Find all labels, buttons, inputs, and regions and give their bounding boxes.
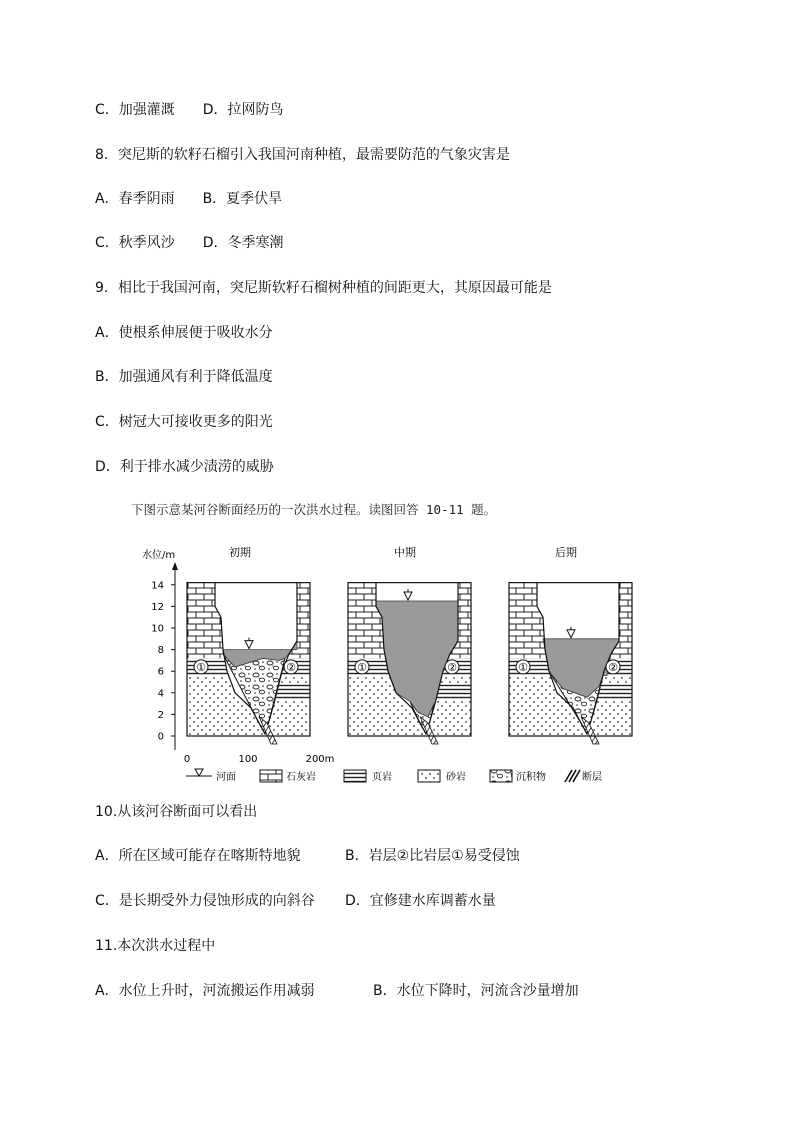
legend-fault [565,770,602,783]
y-tick-label: 4 [157,688,164,700]
legend-label: 河面 [216,772,236,783]
legend-label: 页岩 [372,772,392,783]
fault-icon [565,770,580,782]
y-tick-label: 14 [151,580,164,592]
legend-label: 砂岩 [446,772,466,783]
panel-middle [348,545,471,744]
panel-late [509,545,632,744]
layer-2-label: ② [608,660,618,674]
y-tick-label: 12 [151,601,164,613]
q9-option-b: B．加强通风有利于降低温度 [95,369,273,385]
sediment-swatch [490,770,512,782]
sandstone-swatch [418,770,440,782]
shale-swatch [344,770,366,782]
x-axis [184,754,335,765]
layer-1-label: ① [518,660,528,674]
y-tick-label: 6 [157,666,164,678]
q7-options [95,100,284,120]
q8-options-cd [95,233,284,253]
layer-1-label: ① [196,660,206,674]
q11-option-a: A．水位上升时，河流搬运作用减弱 [95,983,315,999]
layer-1-label: ① [357,660,367,674]
q8-option-d: D．冬季寒潮 [202,235,284,251]
water-surface-icon [195,769,203,776]
legend-label: 断层 [582,772,602,783]
layer-2-label: ② [286,660,296,674]
legend-limestone [260,770,316,783]
legend-river-surface [186,769,236,783]
y-axis-arrow-icon [172,562,178,570]
y-tick-label: 2 [157,709,164,721]
legend-label: 石灰岩 [286,772,316,783]
legend-shale [344,770,392,783]
q8-options-ab [95,189,282,209]
panel-title: 初期 [229,546,251,559]
diagram-intro: 下图示意某河谷断面经历的一次洪水过程。读图回答 10-11 题。 [131,502,497,517]
q9-option-c: C．树冠大可接收更多的阳光 [95,414,273,430]
layer-2-label: ② [447,660,457,674]
q8-option-c: C．秋季风沙 [95,235,175,251]
x-tick-label: 100 [238,754,258,765]
q10-option-c: C．是长期受外力侵蚀形成的向斜谷 [95,893,315,909]
legend [186,769,602,783]
q11-stem: 11.本次洪水过程中 [95,938,216,954]
q10-option-a: A．所在区域可能存在喀斯特地貌 [95,848,301,864]
river-valley-diagram [140,540,660,790]
panel-title: 中期 [394,546,416,559]
q8-option-a: A．春季阴雨 [95,191,175,207]
q8-option-b: B．夏季伏旱 [202,191,283,207]
q7-option-c: C．加强灌溉 [95,102,175,118]
limestone-swatch [260,770,282,782]
q10-option-d: D．宜修建水库调蓄水量 [345,893,496,909]
q8-stem: 8．突尼斯的软籽石榴引入我国河南种植，最需要防范的气象灾害是 [95,147,510,163]
legend-sandstone [418,770,466,783]
y-tick-label: 8 [157,645,164,657]
panel-title: 后期 [555,546,577,559]
q10-option-b: B．岩层②比岩层①易受侵蚀 [345,848,520,864]
legend-label: 沉积物 [516,772,546,783]
y-tick-group [151,580,175,742]
y-axis-label: 水位/m [142,550,176,561]
y-tick-label: 0 [157,731,164,743]
q9-option-a: A．使根系伸展便于吸收水分 [95,325,273,341]
q10-stem: 10.从该河谷断面可以看出 [95,804,258,820]
q9-stem: 9．相比于我国河南，突尼斯软籽石榴树种植的间距更大，其原因最可能是 [95,280,552,296]
x-tick-label: 0 [183,754,191,765]
q11-option-b: B．水位下降时，河流含沙量增加 [373,983,579,999]
y-axis [142,548,178,750]
x-tick-label: 200m [305,754,335,765]
legend-sediment [490,770,546,783]
q9-option-d: D．利于排水减少渍涝的威胁 [95,459,274,475]
q7-option-d: D．拉网防鸟 [202,102,284,118]
y-tick-label: 10 [151,623,164,635]
panel-early [187,545,310,744]
